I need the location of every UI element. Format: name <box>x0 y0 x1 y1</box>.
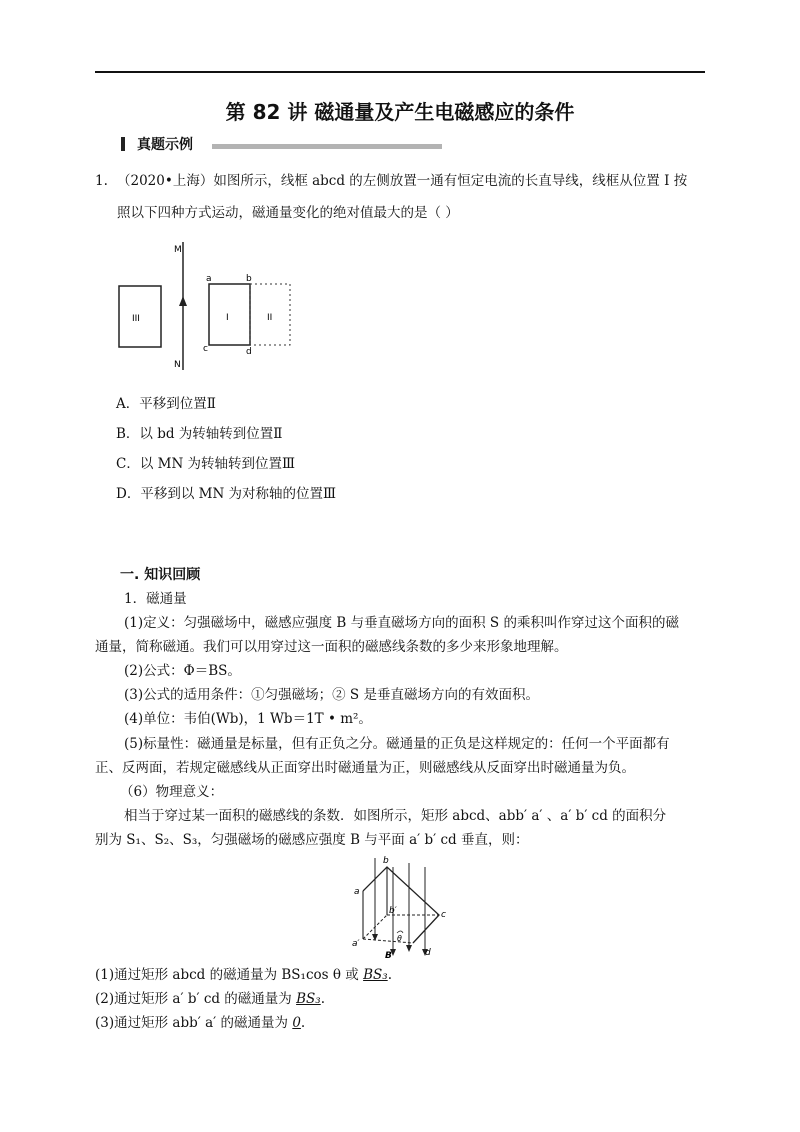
frame-position-i <box>209 284 250 345</box>
label-c: c <box>203 344 208 354</box>
option-a[interactable] <box>116 392 216 412</box>
label-theta: θ <box>397 934 402 943</box>
edge-a-prime-d <box>363 939 413 943</box>
question-stem-line1: （2020•上海）如图所示，线框 abcd 的左侧放置一通有恒定电流的长直导线，线框从位置 I 按 <box>117 173 688 189</box>
label-b: b <box>246 274 252 284</box>
section-divider-bar <box>212 144 442 149</box>
label-position-i: I <box>226 313 229 323</box>
label-field-b: B <box>385 951 392 961</box>
knowledge-heading: 一. 知识回顾 <box>120 567 201 583</box>
meaning-heading: （6）物理意义： <box>120 784 224 800</box>
field-arrow-icon <box>406 945 412 952</box>
label-b-prime: b′ <box>389 906 397 916</box>
result3-answer: 0 <box>292 1015 301 1031</box>
result1-prefix: (1)通过矩形 abcd 的磁通量为 BS₁cos θ 或 <box>95 967 364 983</box>
option-b-letter: B． <box>116 426 140 442</box>
angle-arc <box>397 931 403 933</box>
scalar-line2: 正、反两面，若规定磁感线从正面穿出时磁通量为正，则磁感线从反面穿出时磁通量为负。 <box>95 760 635 776</box>
definition-line1: (1)定义：匀强磁场中，磁感应强度 B 与垂直磁场方向的面积 S 的乘积叫作穿过这个面积的磁 <box>124 615 679 631</box>
definition-line2: 通量，简称磁通。我们可以用穿过这一面积的磁感线条数的多少来形象地理解。 <box>95 639 568 655</box>
top-rule <box>95 71 705 73</box>
option-a-letter: A． <box>116 396 140 412</box>
option-c[interactable] <box>116 452 295 472</box>
option-c-text: 以 MN 为转轴转到位置Ⅲ <box>139 456 296 472</box>
label-m: M <box>174 245 182 255</box>
page-title: 第 82 讲 磁通量及产生电磁感应的条件 <box>225 100 575 124</box>
meaning-line2: 别为 S₁、S₂、S₃，匀强磁场的磁感应强度 B 与平面 a′ b′ cd 垂直，则： <box>95 832 529 848</box>
question-stem-line2: 照以下四种方式运动，磁通量变化的绝对值最大的是（ ） <box>117 205 459 221</box>
scalar-line1: (5)标量性：磁通量是标量，但有正负之分。磁通量的正负是这样规定的：任何一个平面都有 <box>124 736 670 752</box>
label-d: d <box>246 347 252 357</box>
label-a: a <box>206 274 212 284</box>
label-a-prime: a′ <box>352 939 360 949</box>
option-a-text: 平移到位置Ⅱ <box>139 396 216 412</box>
section-marker <box>121 137 125 151</box>
rect-abcd <box>363 867 439 943</box>
label-n: N <box>174 360 181 370</box>
result1-answer: BS₃ <box>363 967 388 983</box>
result-line3 <box>95 1014 305 1032</box>
option-b[interactable] <box>116 422 282 442</box>
current-arrow-icon <box>179 296 187 306</box>
meaning-line1: 相当于穿过某一面积的磁感线的条数．如图所示，矩形 abcd、abb′ a′ 、a′ b′ cd 的面积分 <box>124 808 667 824</box>
result1-period: . <box>387 967 392 983</box>
question-figure <box>110 238 300 373</box>
unit-line: (4)单位：韦伯(Wb)，1 Wb＝1T • m²。 <box>124 711 372 727</box>
option-d-text: 平移到以 MN 为对称轴的位置Ⅲ <box>140 486 337 502</box>
label-b: b <box>383 856 389 866</box>
option-c-letter: C． <box>116 456 140 472</box>
result-line2 <box>95 990 325 1008</box>
result3-prefix: (3)通过矩形 abb′ a′ 的磁通量为 <box>95 1015 293 1031</box>
section-label: 真题示例 <box>137 137 193 153</box>
label-a: a <box>354 887 360 897</box>
item-flux: 1．磁通量 <box>124 591 187 607</box>
result2-prefix: (2)通过矩形 a′ b′ cd 的磁通量为 <box>95 991 297 1007</box>
option-d[interactable] <box>116 482 336 502</box>
condition-line: (3)公式的适用条件：①匀强磁场；② S 是垂直磁场方向的有效面积。 <box>124 687 539 703</box>
label-position-iii: III <box>132 314 140 324</box>
result2-answer: BS₃ <box>296 991 321 1007</box>
result-line1 <box>95 966 392 984</box>
formula-line: (2)公式：Φ＝BS。 <box>124 663 241 679</box>
label-position-ii: II <box>267 313 273 323</box>
flux-figure <box>345 853 455 961</box>
frame-position-iii <box>119 286 161 347</box>
result3-period: . <box>300 1015 306 1031</box>
result2-period: . <box>320 991 325 1007</box>
label-d: d <box>425 948 431 958</box>
label-c: c <box>441 910 446 920</box>
option-b-text: 以 bd 为转轴转到位置Ⅱ <box>139 426 283 442</box>
question-number: 1. <box>95 173 108 189</box>
option-d-letter: D． <box>116 486 141 502</box>
